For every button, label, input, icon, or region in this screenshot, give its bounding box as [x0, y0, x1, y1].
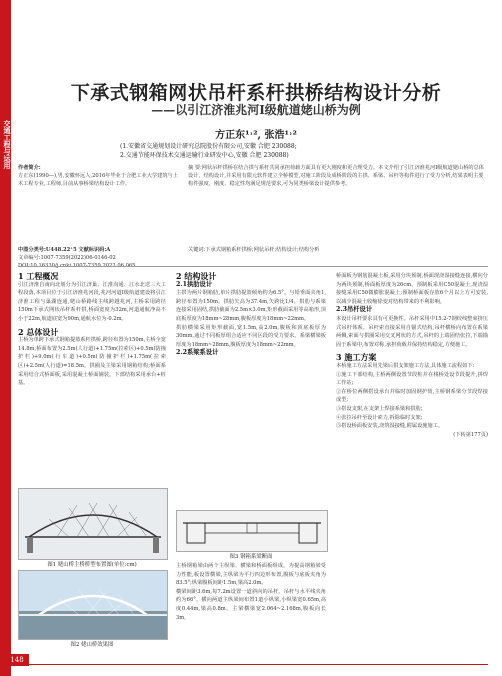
step-4: ④张拉吊杆至设计索力,拆除临时支架; [336, 414, 423, 421]
hanger-text: 本设计吊杆要求具有可更换性。吊杆采用中15.2-7钢绞线整束挤压式吊杆体系。吊杆索直接采用自锚式结构,吊杆横桥向布置在系梁两侧,索面与拱圈采用交叉网状的方式,吊杆的上端固结张拉,下端锚固于系梁中,布置对称,承担荷载并保持结构稳定,方便施工。 [336, 315, 488, 348]
article-number: 文章编号:1007-7359(2022)06-0146-02 [18, 255, 116, 261]
article-title: 下承式钢箱网状吊杆系杆拱桥结构设计分析 [70, 82, 442, 104]
author-intro-box [18, 164, 178, 188]
column-1 [18, 272, 166, 388]
keywords: 关键词:下承式钢箱系杆拱桥;网状吊杆;结构设计;结构分析 [188, 247, 320, 253]
continued-note: (下转第177页) [453, 431, 488, 438]
article-subtitle: ——以引江济淮兆河Ⅰ级航道姥山桥为例 [151, 103, 361, 117]
figure-1-caption: 图1 姥山桥主桥桥型布置图(单位:cm) [47, 562, 137, 568]
tie-beam-text: 主桥钢箱梁由两个主纵梁、横梁和桥面板组成。为提高钢箱梁受力性能,板设置横梁,主纵梁为平行四边形布置,腹板与底板夹角为83.5°;纵梁腹板间距1.5m,梁高2.0m。 [176, 563, 326, 587]
figure-1-bridge-elevation [18, 488, 168, 560]
affiliation-2: 2.交通节能环保技术交通运输行业研发中心,安徽 合肥 230088) [120, 152, 289, 159]
construction-title: 3 施工方案 [336, 352, 377, 363]
deck-text: 桥面板为钢筋混凝土板,采用分块预制,桥面现浇湿接缝连接,横向分为两块预制,桥面板厚度为26cm。预制板采用C50混凝土,现浇湿接缝采用C50微膨胀混凝土;预制桥面板存放6个月以上方可安装,以减少混凝土收缩徐变对结构带来的不利影响。 [336, 273, 488, 305]
step-5: ⑤搭设桥面板安装,浇筑湿接缝,附属设施施工。 [336, 423, 444, 430]
figure-3-caption: 图3 钢箱系梁断面 [229, 554, 273, 560]
tie-beam-text-2: 横梁间距3.6m,每7.2m设置一道斜向的吊杆。吊杆与水平线夹角约为66°。横向两道主纵梁间布置1道小纵梁,小纵梁宽0.65m,高度0.44m,梁高0.8m。主梁横梁宽2.064~2.168m,腹板向长3m。 [176, 588, 326, 621]
column-3 [336, 272, 488, 439]
header-divider [18, 266, 488, 267]
step-3: ③搭设支架,在支架上焊接系梁和拱肋; [336, 405, 423, 412]
column-2 [176, 272, 326, 358]
author-intro-label: 作者简介: [18, 165, 41, 171]
abstract: 摘 要:网状吊杆拱桥在结合拱与系杆共同承担荷载方面具有更大刚度和更合理受力。本文介绍了引江济淮兆河Ⅰ级航道姥山桥的总体设计、结构设计,并采用有限元软件建立全桥模型,对施工阶段及成桥阶段的主拱、系梁、吊杆等构件进行了受力分析,结果表明主要构件强度、刚度、稳定性均满足规范要求,可为同类桥梁设计提供参考。 [188, 165, 484, 187]
footer-rule [18, 664, 488, 665]
arch-rib-subtitle: 2.1拱肋设计 [176, 280, 213, 288]
figure-3-section [176, 510, 328, 552]
page-number: 148 [5, 654, 29, 666]
section-2-title: 2 总体设计 [18, 326, 59, 337]
arch-rib-text-2: 拱肋横梁采用矩形截面,宽1.5m,高2.0m,腹板和顶底板厚为30mm,通过不同板厚组合适应不同区段的受力要求。系梁横梁板厚度为18mm~28mm,腹板厚度为18mm~22mm。 [176, 324, 326, 348]
structure-design-title: 2 结构设计 [176, 271, 217, 281]
figure-2-rendering [18, 570, 168, 640]
section-1-title: 1 工程概况 [18, 271, 59, 281]
author-intro-text: 方正东(1990—),男,安徽怀远人,2016年毕业于合肥工业大学建筑与土木工程专业,工程师,目前从事桥梁结构设计工作。 [18, 173, 178, 187]
arch-rib-text: 主拱为两片钢箱肋,单片拱肋提篮倾角约为6.5°。与铅垂面夹角1,跨径布置为150m。拱肋矢高为37.4m,矢跨比1/4。拱肋与系梁连接采用固结,拱肋截面为2.5m×3.0m,矩形截面采用等高箱形,顶底板厚度为18mm~28mm,腹板厚度为18mm~22mm。 [176, 290, 326, 322]
affiliations [120, 142, 440, 160]
column-2-lower [176, 562, 326, 622]
construction-intro: 本桥施工方法采用先梁后拱支架施工方法,具体施工流程如下: [336, 362, 475, 369]
clc-line: 中图分类号:U448.22⁺5 文献标识码:A [18, 247, 111, 253]
journal-sidebar [0, 0, 11, 676]
bridge-elevation-drawing [19, 489, 167, 559]
sidebar-label: 交通工程与运用 [3, 120, 12, 169]
section-1-text: 引江济淮自南向北划分为引江济巢、江淮沟通、江水北送三大工程段落,本项目位于引江济淮兆河段,兆河河道Ⅰ级航道建设将引江济淮工程与巢湖连通,姥山桥路线主线跨越兆河,主桥采用跨径150m下承式网状吊杆系杆拱,桥面宽度为32m,河道通航净高不小于22m,航道底宽为90m,通航水位为-0.2m。 [18, 281, 166, 322]
hanger-subtitle: 2.3吊杆设计 [336, 306, 373, 314]
tie-beam-subtitle: 2.2系梁系设计 [176, 349, 219, 357]
figure-2-caption: 图2 姥山桥效果图 [70, 642, 114, 648]
step-2: ②在桥位两侧搭设承台并临时加固钢护筒,主桥钢系梁分节段焊接成型; [336, 388, 488, 404]
section-2-text: 主桥为单跨下承式钢箱提篮系杆拱桥,跨径布置为150m,主桥全宽14.8m,桥面布置为2.5m(人行道)+1.75m(拉索区)+0.5m(防撞护栏)+9.0m(行车道)+0.5m(防撞护栏)+1.75m(拉索区)+2.5m(人行道)=18.5m。拱圈及主梁采用钢箱结构;桥面系采用结合式桥面板,采用混凝土桥面铺装。下部结构采用承台+桩基。 [18, 337, 166, 387]
box-girder-section-drawing [177, 511, 327, 551]
affiliation-1: (1.安徽省交通规划设计研究总院股份有限公司,安徽 合肥 230088; [120, 143, 297, 150]
authors: 方正东¹˒², 张浩¹˒² [215, 130, 297, 141]
step-1: ①施工下部结构,主桥两侧设置节段桩并在栈桥处设节段提升,拼焊工作站; [336, 371, 488, 387]
bridge-rendering-image [19, 571, 167, 639]
